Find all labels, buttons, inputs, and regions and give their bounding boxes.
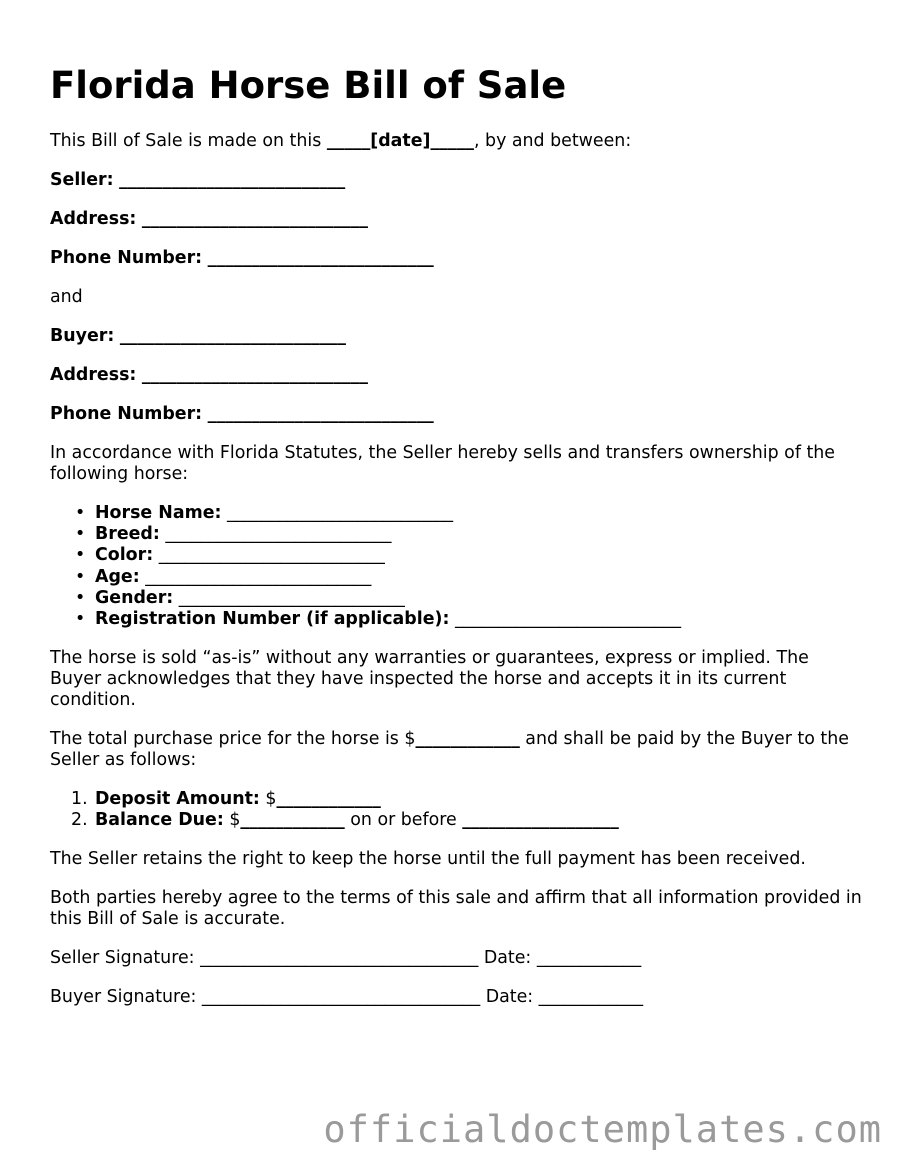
seller-name-label: Seller: [50, 170, 114, 190]
breed-label: Breed: [95, 524, 160, 545]
on-or-before-text: on or before [344, 810, 463, 831]
list-item [95, 609, 681, 630]
balance-currency: $ [223, 810, 241, 831]
list-item [71, 810, 619, 831]
intro-line [50, 131, 631, 152]
sale-date-field[interactable]: _____[date]_____ [326, 131, 474, 151]
purchase-price-field[interactable]: ____________ [415, 729, 520, 749]
deposit-currency: $ [259, 789, 277, 809]
buyer-date-label: Date: [485, 987, 534, 1007]
balance-due-date-field[interactable]: __________________ [462, 810, 619, 831]
buyer-name-row [50, 326, 346, 347]
intro-text-after: , by and between: [473, 131, 632, 151]
balance-due-field[interactable]: ____________ [240, 810, 345, 831]
breed-field[interactable]: __________________________ [165, 524, 392, 545]
registration-number-label: Registration Number (if applicable): [95, 609, 450, 630]
seller-address-label: Address: [50, 209, 137, 229]
list-number: 1. [71, 789, 88, 809]
gender-field[interactable]: __________________________ [178, 587, 405, 608]
watermark: officialdoctemplates.com [323, 1108, 882, 1151]
horse-details-list [95, 503, 681, 630]
buyer-signature-label: Buyer Signature: [50, 987, 197, 1007]
gender-label: Gender: [95, 587, 174, 608]
list-item [95, 588, 681, 609]
horse-name-label: Horse Name: [95, 503, 222, 523]
buyer-address-label: Address: [50, 365, 137, 385]
price-text-before: The total purchase price for the horse is $ [50, 729, 416, 749]
deposit-amount-field[interactable]: ____________ [276, 789, 381, 809]
buyer-signature-field[interactable]: ________________________________ [201, 987, 481, 1007]
list-number: 2. [71, 810, 88, 831]
age-label: Age: [95, 566, 140, 587]
seller-phone-label: Phone Number: [50, 248, 203, 268]
buyer-name-field[interactable]: __________________________ [119, 326, 346, 346]
buyer-signature-row [50, 987, 643, 1008]
seller-address-field[interactable]: __________________________ [141, 209, 368, 229]
list-item [95, 545, 681, 566]
seller-signature-label: Seller Signature: [50, 948, 195, 968]
balance-due-label: Balance Due: [95, 810, 224, 831]
registration-number-field[interactable]: __________________________ [454, 609, 682, 630]
buyer-date-field[interactable]: ____________ [538, 987, 644, 1007]
buyer-phone-row [50, 404, 434, 425]
agree-paragraph: Both parties hereby agree to the terms of this sale and affirm that all information provided in this Bill of Sale is accurate. [50, 888, 862, 929]
seller-date-field[interactable]: ____________ [536, 948, 642, 968]
list-item [71, 789, 619, 810]
retain-paragraph: The Seller retains the right to keep the horse until the full payment has been received. [50, 849, 806, 869]
buyer-phone-field[interactable]: __________________________ [207, 404, 434, 424]
buyer-address-field[interactable]: __________________________ [141, 365, 368, 385]
list-item [95, 503, 681, 524]
seller-phone-row [50, 248, 434, 269]
seller-phone-field[interactable]: __________________________ [207, 248, 434, 268]
list-item [95, 567, 681, 588]
page-title: Florida Horse Bill of Sale [50, 64, 567, 107]
price-paragraph [50, 729, 865, 771]
age-field[interactable]: __________________________ [145, 566, 372, 587]
seller-name-field[interactable]: __________________________ [119, 170, 346, 190]
buyer-name-label: Buyer: [50, 326, 115, 346]
price-text-after: and shall be paid by the Buyer to the Seller as follows: [50, 729, 849, 770]
buyer-address-row [50, 365, 368, 386]
seller-signature-field[interactable]: ________________________________ [200, 948, 479, 968]
color-label: Color: [95, 545, 154, 566]
list-item [95, 524, 681, 545]
as-is-paragraph: The horse is sold “as-is” without any warranties or guarantees, express or implied. The Buyer acknowledges that they have inspected the horse and accepts it in its current condition. [50, 648, 809, 710]
seller-signature-row [50, 948, 641, 969]
transfer-paragraph: In accordance with Florida Statutes, the Seller hereby sells and transfers ownership of the following horse: [50, 443, 836, 484]
seller-date-label: Date: [483, 948, 532, 968]
deposit-amount-label: Deposit Amount: [95, 789, 260, 809]
horse-name-field[interactable]: __________________________ [226, 503, 454, 523]
buyer-phone-label: Phone Number: [50, 404, 203, 424]
intro-text-before: This Bill of Sale is made on this [50, 131, 327, 151]
and-text: and [50, 287, 83, 307]
seller-address-row [50, 209, 368, 230]
payment-terms-list [71, 789, 619, 831]
seller-name-row [50, 170, 345, 191]
color-field[interactable]: __________________________ [158, 545, 385, 566]
